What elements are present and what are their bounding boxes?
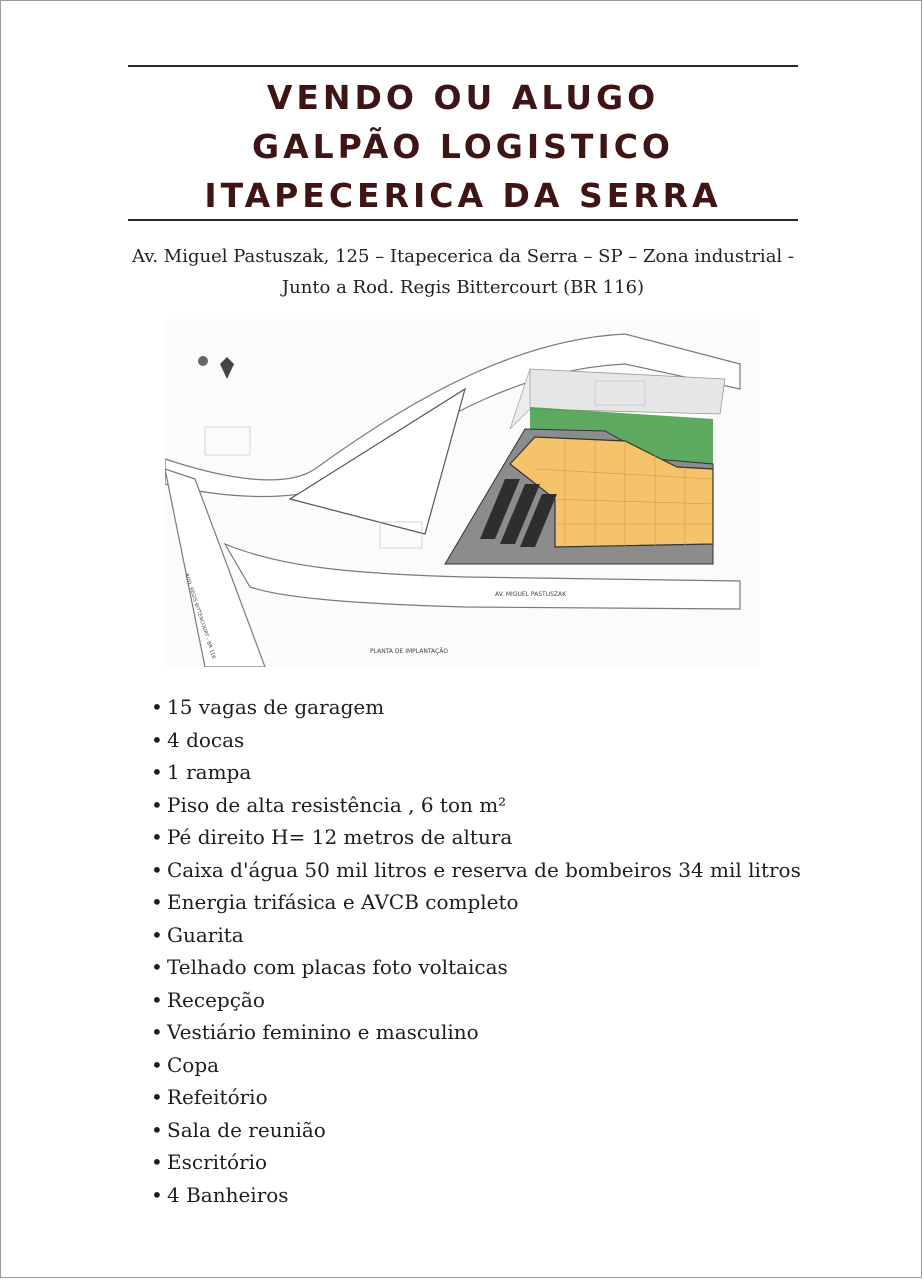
bullet-icon: • <box>151 1020 163 1044</box>
feature-text: Guarita <box>167 922 244 947</box>
feature-item <box>151 724 851 757</box>
bullet-icon: • <box>151 1117 163 1142</box>
feature-text: Piso de alta resistência , 6 ton m² <box>167 792 507 817</box>
feature-item <box>151 821 851 854</box>
feature-item <box>151 1049 851 1082</box>
feature-item <box>151 1179 851 1212</box>
feature-text: Pé direito H= 12 metros de altura <box>167 825 513 849</box>
address-line-2: Junto a Rod. Regis Bittercourt (BR 116) <box>281 277 645 298</box>
feature-text: Energia trifásica e AVCB completo <box>167 890 519 914</box>
feature-text: 4 Banheiros <box>167 1182 289 1207</box>
feature-text: 4 docas <box>167 727 245 752</box>
street-label: AV. MIGUEL PASTUSZAK <box>495 591 567 598</box>
bottom-divider <box>128 219 798 221</box>
bullet-icon: • <box>151 1052 163 1077</box>
feature-item <box>151 756 851 789</box>
title-line-1: VENDO OU ALUGO <box>266 78 660 117</box>
feature-item <box>151 1114 851 1147</box>
feature-item <box>151 951 851 984</box>
title-line-3: ITAPECERICA DA SERRA <box>204 176 722 215</box>
feature-text: 1 rampa <box>167 760 252 784</box>
feature-text: Vestiário feminino e masculino <box>167 1020 479 1044</box>
bullet-icon: • <box>151 1182 163 1207</box>
feature-item <box>151 886 851 919</box>
bullet-icon: • <box>151 1085 163 1109</box>
bullet-icon: • <box>151 695 163 719</box>
bullet-icon: • <box>151 760 163 784</box>
bullet-icon: • <box>151 922 163 947</box>
feature-item <box>151 789 851 822</box>
bullet-icon: • <box>151 987 163 1012</box>
plan-caption: PLANTA DE IMPLANTAÇÃO <box>370 648 448 655</box>
feature-text: Caixa d'água 50 mil litros e reserva de bombeiros 34 mil litros <box>167 857 801 882</box>
feature-item <box>151 919 851 952</box>
feature-item <box>151 984 851 1017</box>
bullet-icon: • <box>151 890 163 914</box>
feature-item <box>151 1016 851 1049</box>
top-divider <box>128 65 798 67</box>
address-line-1: Av. Miguel Pastuszak, 125 – Itapecerica da Serra – SP – Zona industrial - <box>132 246 794 267</box>
flyer-title <box>128 73 798 220</box>
feature-item <box>151 1146 851 1179</box>
feature-text: Recepção <box>167 987 265 1012</box>
bullet-icon: • <box>151 727 163 752</box>
feature-text: Telhado com placas foto voltaicas <box>167 955 508 979</box>
feature-item <box>151 691 851 724</box>
address <box>111 241 815 303</box>
feature-item <box>151 854 851 887</box>
feature-text: Escritório <box>167 1150 268 1174</box>
bullet-icon: • <box>151 857 163 882</box>
title-line-2: GALPÃO LOGISTICO <box>252 127 674 166</box>
feature-text: Copa <box>167 1052 220 1077</box>
bullet-icon: • <box>151 955 163 979</box>
bullet-icon: • <box>151 1150 163 1174</box>
highway-label: ROD. REGIS BITTENCOURT - BR 116 <box>183 572 217 660</box>
site-plan-image <box>165 319 760 667</box>
feature-list <box>151 691 851 1211</box>
feature-item <box>151 1081 851 1114</box>
feature-text: 15 vagas de garagem <box>167 695 385 719</box>
site-plan-drawing <box>165 319 760 667</box>
bullet-icon: • <box>151 792 163 817</box>
bullet-icon: • <box>151 825 163 849</box>
feature-text: Sala de reunião <box>167 1117 326 1142</box>
feature-text: Refeitório <box>167 1085 268 1109</box>
